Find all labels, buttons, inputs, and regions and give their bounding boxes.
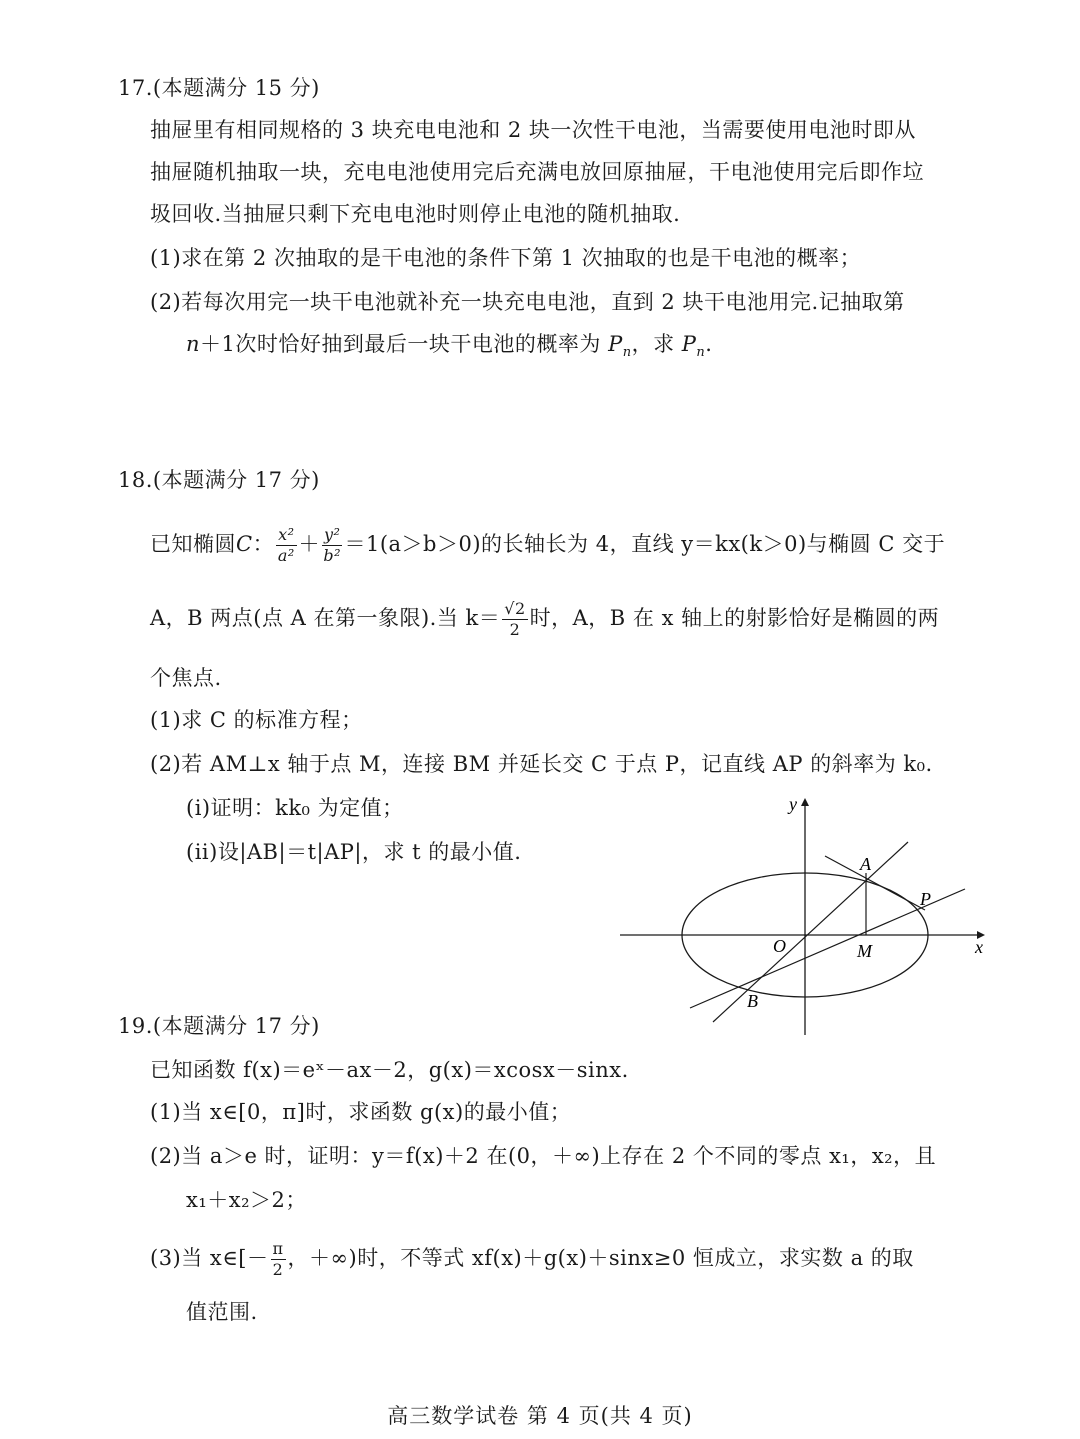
label-P: P	[920, 889, 931, 909]
q19-heading: 19.(本题满分 17 分)	[118, 1014, 320, 1038]
q18-part-1: (1)求 C 的标准方程；	[150, 708, 363, 732]
y-axis-arrow	[801, 798, 809, 806]
q19-frac-pi-num: π	[272, 1239, 284, 1258]
q17-text-line-1: 抽屉里有相同规格的 3 块充电电池和 2 块一次性干电池，当需要使用电池时即从	[150, 118, 916, 142]
q17-P2-sub: n	[696, 345, 706, 361]
q17-part-2-line-1: (2)若每次用完一块干电池就补充一块充电电池，直到 2 块干电池用完.记抽取第	[150, 290, 905, 314]
q19-p3-post: ，＋∞)时，不等式 xf(x)＋g(x)＋sinx≥0 恒成立，求实数 a 的取	[287, 1246, 914, 1270]
q17-part-2-line-2	[186, 330, 712, 367]
q19-part-1: (1)当 x∈[0，π]时，求函数 g(x)的最小值；	[150, 1100, 572, 1124]
q19-frac-pi-den: 2	[272, 1260, 284, 1279]
q19-part-2-line-2: x₁＋x₂＞2；	[186, 1188, 307, 1212]
q18-heading: 18.(本题满分 17 分)	[118, 468, 320, 492]
line-AP	[825, 856, 925, 910]
q18-l2-post: 时，A，B 在 x 轴上的射影恰好是椭圆的两	[529, 606, 940, 630]
label-y: y	[789, 794, 797, 814]
q18-frac-y-num: y²	[324, 525, 341, 544]
label-B: B	[747, 991, 758, 1011]
q18-text-line-2	[150, 598, 939, 638]
q17-mid: ，求	[631, 332, 675, 356]
q18-frac-y-den: b²	[323, 546, 342, 565]
label-A: A	[860, 854, 871, 874]
q17-P: P	[608, 332, 623, 356]
q18-C: C	[236, 532, 253, 556]
q19-part-3-line-1	[150, 1238, 914, 1278]
q18-frac-y	[322, 527, 342, 564]
q17-end: .	[705, 332, 713, 356]
label-O: O	[773, 936, 786, 956]
q17-text-line-2: 抽屉随机抽取一块，充电电池使用完后充满电放回原抽屉，干电池使用完后即作垃	[150, 160, 924, 184]
q18-plus: ＋	[298, 532, 321, 556]
q19-p3-pre: (3)当 x∈[－	[150, 1246, 269, 1270]
q18-l1-rest: ＝1(a＞b＞0)的长轴长为 4，直线 y＝kx(k＞0)与椭圆 C 交于	[344, 532, 946, 556]
q18-text-line-3: 个焦点.	[150, 666, 222, 690]
q18-text-line-1	[150, 524, 945, 564]
q18-l2-pre: A，B 两点(点 A 在第一象限).当 k＝	[150, 606, 501, 630]
q18-frac-k-num: √2	[504, 599, 526, 618]
q18-part-2-i: (i)证明：kk₀ 为定值；	[186, 796, 404, 820]
page-footer: 高三数学试卷 第 4 页(共 4 页)	[387, 1404, 693, 1428]
q18-l1-pre: 已知椭圆	[150, 532, 236, 556]
q17-heading: 17.(本题满分 15 分)	[118, 76, 320, 100]
q19-part-3-line-2: 值范围.	[186, 1300, 258, 1324]
q17-P2: P	[681, 332, 697, 356]
q17-P-sub: n	[622, 345, 632, 361]
line-AB	[713, 842, 908, 1022]
q17-n: n	[186, 332, 201, 356]
q19-frac-pi	[271, 1241, 286, 1278]
q18-frac-x	[276, 527, 296, 564]
label-M: M	[857, 941, 872, 961]
q17-text-line-3: 圾回收.当抽屉只剩下充电电池时则停止电池的随机抽取.	[150, 202, 681, 226]
q19-text-line-1: 已知函数 f(x)＝eˣ－ax－2，g(x)＝xcosx－sinx.	[150, 1058, 629, 1082]
q17-part-1: (1)求在第 2 次抽取的是干电池的条件下第 1 次抽取的也是干电池的概率；	[150, 246, 862, 270]
q18-frac-x-den: a²	[277, 546, 295, 565]
q18-colon: ：	[252, 532, 275, 556]
q18-part-2: (2)若 AM⊥x 轴于点 M，连接 BM 并延长交 C 于点 P，记直线 AP 的斜率为 k₀.	[150, 752, 933, 776]
q18-frac-k	[502, 601, 527, 638]
q17-part-2-text: ＋1次时恰好抽到最后一块干电池的概率为	[200, 332, 601, 356]
q18-part-2-ii: (ii)设|AB|＝t|AP|，求 t 的最小值.	[186, 840, 522, 864]
label-x: x	[975, 937, 983, 957]
ellipse-figure	[615, 790, 1005, 1040]
q18-frac-k-den: 2	[509, 620, 521, 639]
q18-frac-x-num: x²	[278, 525, 295, 544]
q19-part-2-line-1: (2)当 a＞e 时，证明：y＝f(x)＋2 在(0，＋∞)上存在 2 个不同的零点 x₁，x₂，且	[150, 1144, 937, 1168]
